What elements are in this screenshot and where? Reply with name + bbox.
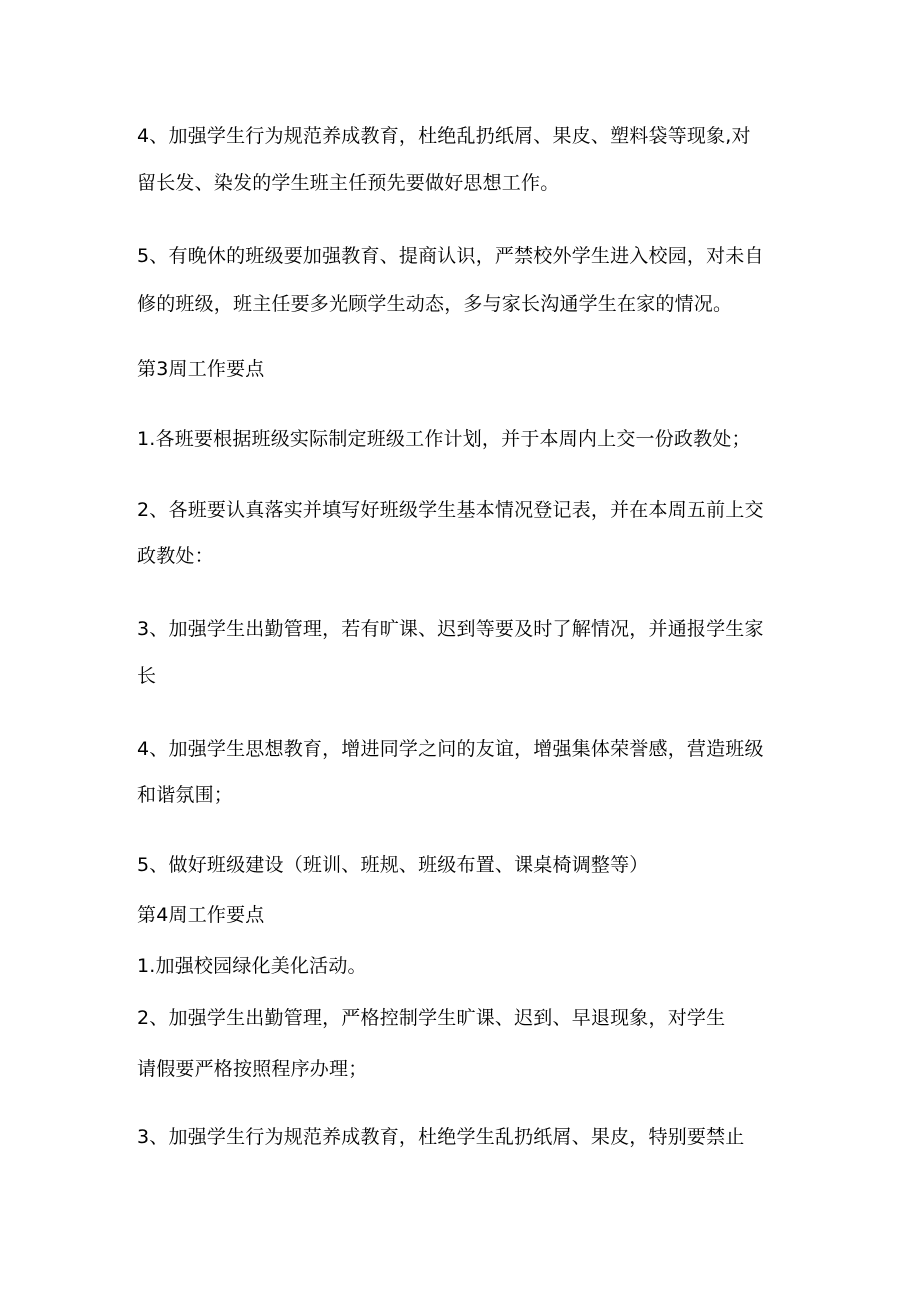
text-line: 1.加强校园绿化美化活动。 xyxy=(137,955,367,977)
text-line: 和谐氛围； xyxy=(137,784,234,806)
text-line: 请假要严格按照程序办理； xyxy=(137,1058,368,1080)
text-line: 4、加强学生思想教育，增进同学之问的友谊，增强集体荣誉感，营造班级 xyxy=(137,738,764,760)
text-line: 修的班级，班主任要多光顾学生动态，多与家长沟通学生在家的情况。 xyxy=(137,293,733,315)
section-heading: 第4周工作要点 xyxy=(137,904,265,926)
text-line: 5、做好班级建设（班训、班规、班级布置、课桌椅调整等） xyxy=(137,854,649,876)
text-line: 2、各班要认真落实并填写好班级学生基本情况登记表，并在本周五前上交 xyxy=(137,499,764,521)
text-line: 长 xyxy=(137,665,157,687)
text-line: 政教处： xyxy=(137,545,214,567)
text-line: 2、加强学生出勤管理，严格控制学生旷课、迟到、早退现象，对学生 xyxy=(137,1007,726,1029)
text-line: 5、有晚休的班级要加强教育、提商认识，严禁校外学生进入校园，对未自 xyxy=(137,245,764,267)
section-heading: 第3周工作要点 xyxy=(137,358,265,380)
text-line: 3、加强学生出勤管理，若有旷课、迟到等要及时了解情况，并通报学生家 xyxy=(137,618,764,640)
text-line: 留长发、染发的学生班主任预先要做好思想工作。 xyxy=(137,172,560,194)
text-line: 1.各班要根据班级实际制定班级工作计划，并于本周内上交一份政教处； xyxy=(137,428,751,450)
text-line: 3、加强学生行为规范养成教育，杜绝学生乱扔纸屑、果皮，特别要禁止 xyxy=(137,1126,745,1148)
text-line: 4、加强学生行为规范养成教育，杜绝乱扔纸屑、果皮、塑料袋等现象,对 xyxy=(137,125,751,147)
